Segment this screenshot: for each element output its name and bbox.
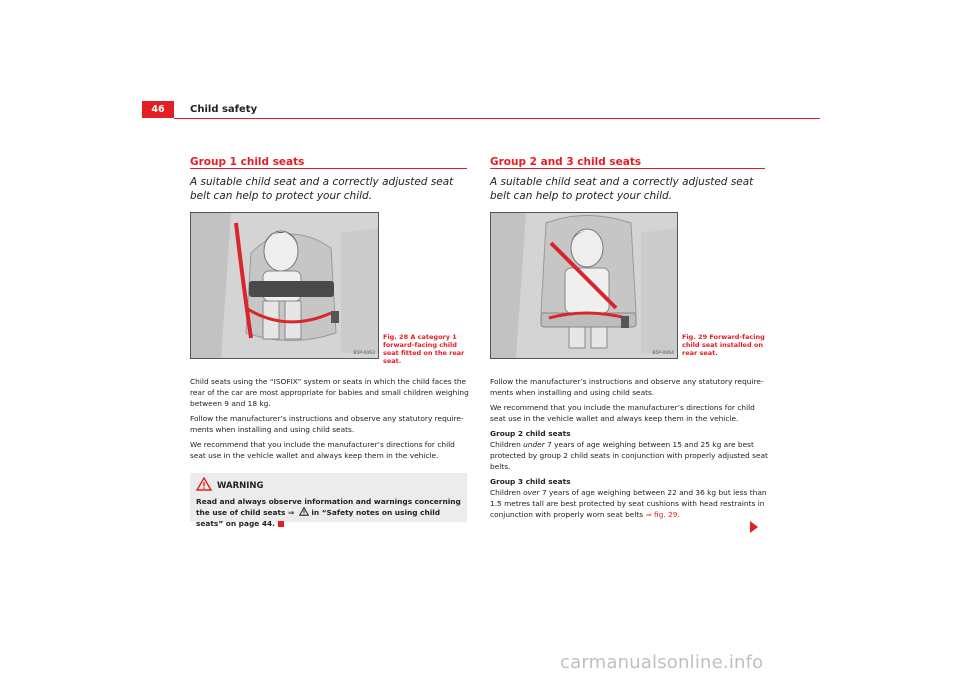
booster-seat-illustration [491, 213, 677, 358]
group3-title: Group 3 child seats [490, 477, 571, 486]
left-paragraph: Child seats using the “ISOFIX” system or seats in which the child faces the rear of the car are most appropriate for babies and small children weighing between 9 and 18 kg. [190, 377, 469, 408]
right-heading: Group 2 and 3 child seats [490, 156, 642, 168]
right-heading-rule [490, 168, 765, 169]
right-lead: A suitable child seat and a correctly adjusted seat belt can help to protect your child. [490, 176, 754, 202]
warning-text-after: in “Safety notes on using child seats” on page 44. [196, 508, 441, 528]
section-title: Child safety [190, 104, 258, 115]
end-marker-icon [278, 521, 284, 527]
left-heading-rule [190, 168, 467, 169]
warning-triangle-icon [196, 477, 212, 491]
figure-28-caption: Fig. 28 A category 1 forward-facing child seat fitted on the rear seat. [383, 333, 465, 365]
left-heading: Group 1 child seats [190, 156, 305, 168]
group3-pre: Children [490, 488, 524, 497]
child-seat-illustration [191, 213, 378, 358]
right-paragraph: Follow the manufacturer’s instructions and observe any statutory require-ments when installing and using child seats. [490, 377, 764, 397]
next-page-arrow-icon[interactable] [750, 521, 758, 533]
figure-reference-link[interactable]: ⇒ fig. 29 [645, 510, 678, 519]
header-rule [174, 118, 820, 119]
figure-29-image [490, 212, 678, 359]
left-paragraph: Follow the manufacturer’s instructions and observe any statutory require-ments when installing and using child seats. [190, 414, 464, 434]
left-body [190, 376, 470, 465]
warning-text-before: Read and always observe information and warnings concerning the use of child seats ⇒ [196, 497, 461, 517]
right-body [490, 376, 770, 524]
group2-title: Group 2 child seats [490, 429, 571, 438]
figure-28-image [190, 212, 379, 359]
figure-code: B5P-0064 [652, 351, 674, 356]
warning-title: WARNING [217, 481, 264, 491]
group3-post: 7 years of age weighing between 22 and 36 kg but less than 1.5 metres tall are best protected by seat cushions with head restraints in conjunction with properly worn seat belts [490, 488, 767, 519]
group2-post: 7 years of age weighing between 15 and 25 kg are best protected by group 2 child seats in conjunction with properly adjusted seat belts. [490, 440, 768, 471]
warning-small-icon [299, 507, 309, 516]
figure-29-caption: Fig. 29 Forward-facing child seat installed on rear seat. [682, 333, 765, 357]
right-paragraph: We recommend that you include the manufacturer’s directions for child seat use in the vehicle wallet and always keep them in the vehicle. [490, 403, 755, 423]
page-number: 46 [151, 104, 165, 115]
left-paragraph: We recommend that you include the manufacturer’s directions for child seat use in the vehicle wallet and always keep them in the vehicle. [190, 440, 455, 460]
left-lead: A suitable child seat and a correctly adjusted seat belt can help to protect your child. [190, 176, 454, 202]
group3-text [490, 487, 770, 520]
warning-text [196, 496, 466, 529]
watermark: carmanualsonline.info [560, 652, 764, 673]
figure-code: B5P-0063 [353, 351, 375, 356]
group3-end: . [677, 510, 680, 519]
group2-text [490, 439, 770, 472]
group3-em: over [523, 488, 540, 497]
group2-pre: Children [490, 440, 524, 449]
group2-em: under [523, 440, 545, 449]
